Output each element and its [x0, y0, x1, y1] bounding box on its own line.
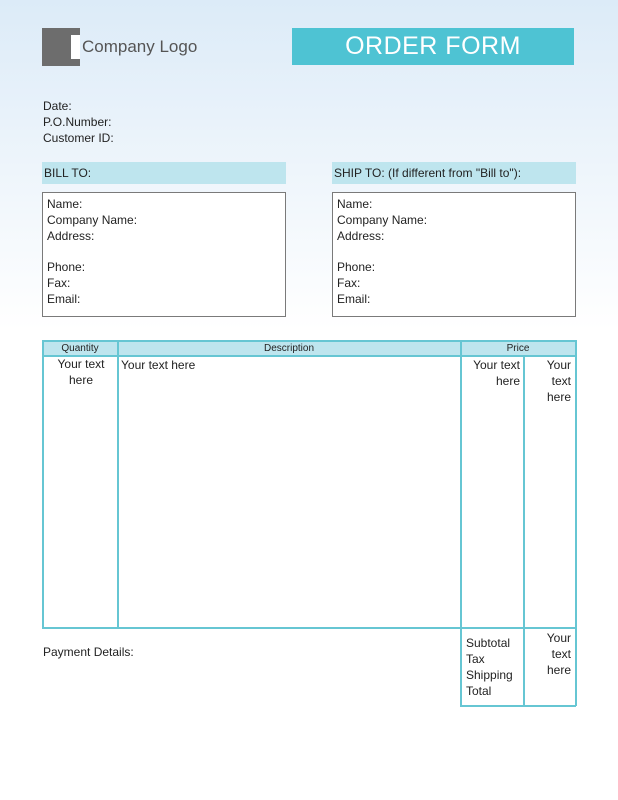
po-number-label: P.O.Number:: [43, 115, 112, 129]
bill-to-fax-label: Fax:: [47, 276, 71, 290]
totals-value-cell[interactable]: Your text here: [546, 631, 571, 677]
ship-to-header: SHIP TO: (If different from "Bill to"):: [332, 162, 576, 184]
shipping-label: Shipping: [466, 668, 513, 682]
payment-details-label: Payment Details:: [43, 645, 134, 659]
bill-to-box[interactable]: [42, 192, 286, 317]
bill-to-email-label: Email:: [47, 292, 81, 306]
description-header: Description: [263, 343, 315, 354]
bill-to-header: BILL TO:: [42, 162, 286, 184]
customer-id-label: Customer ID:: [43, 131, 114, 145]
bill-to-name-label: Name:: [47, 197, 83, 211]
table-border-left: [42, 340, 44, 628]
quantity-header: Quantity: [61, 343, 99, 354]
totals-border-bottom: [460, 705, 576, 707]
bill-to-phone-label: Phone:: [47, 260, 86, 274]
page-title: ORDER FORM: [292, 28, 574, 65]
table-col-divider-1: [117, 340, 119, 628]
ship-to-company-label: Company Name:: [337, 213, 428, 227]
ship-to-box[interactable]: [332, 192, 576, 317]
bill-to-company-label: Company Name:: [47, 213, 138, 227]
company-logo-text: Company Logo: [82, 37, 198, 56]
amount-cell[interactable]: Your text here: [546, 358, 571, 404]
subtotal-label: Subtotal: [466, 636, 511, 650]
ship-to-phone-label: Phone:: [337, 260, 376, 274]
ship-to-fax-label: Fax:: [337, 276, 361, 290]
description-cell[interactable]: Your text here: [121, 358, 196, 372]
table-col-divider-2: [460, 340, 462, 706]
tax-label: Tax: [466, 652, 485, 666]
ship-to-email-label: Email:: [337, 292, 371, 306]
total-label: Total: [466, 684, 492, 698]
table-col-divider-3: [523, 356, 525, 706]
unit-price-cell[interactable]: Your text here: [473, 358, 520, 388]
date-label: Date:: [43, 99, 72, 113]
ship-to-name-label: Name:: [337, 197, 373, 211]
price-header: Price: [506, 343, 530, 354]
table-border-right: [575, 340, 577, 706]
company-logo-icon: [42, 28, 80, 66]
table-border-bottom: [42, 627, 576, 629]
quantity-cell[interactable]: Your text here: [57, 357, 105, 387]
ship-to-address-label: Address:: [337, 229, 385, 243]
bill-to-address-label: Address:: [47, 229, 95, 243]
